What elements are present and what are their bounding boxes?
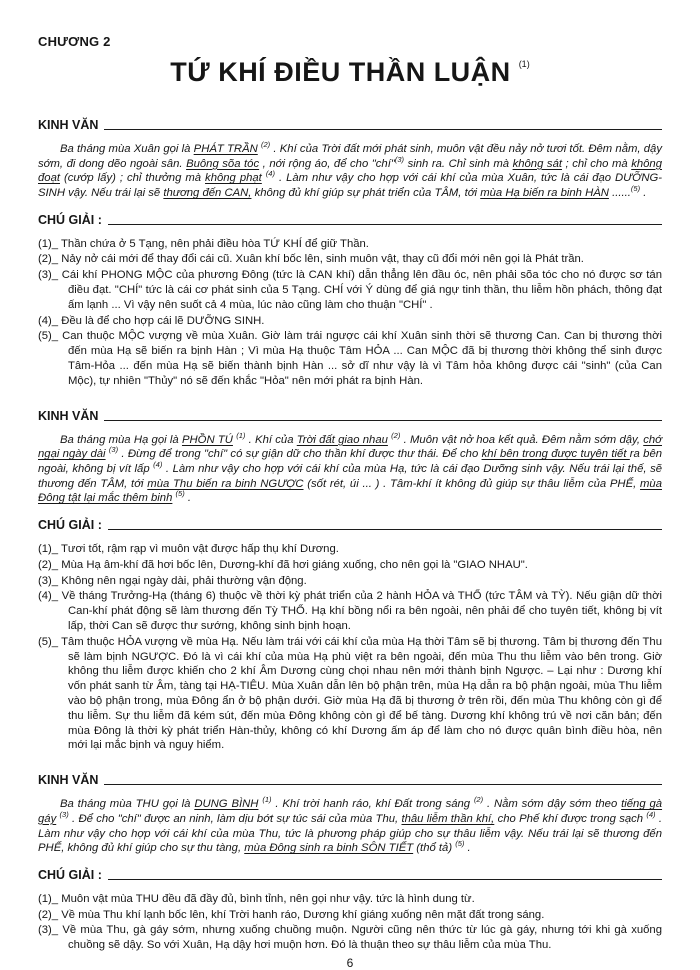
- rule-line: [104, 420, 662, 421]
- note-text: Cái khí PHONG MỘC của phương Đông (tức là CAN khí) dẫn thẳng lên đầu óc, nên phải sõa tóc cho nó được sơ tán điều đạt. "CHÍ" tức là cái cơ phát sinh của 5 Tạng. CHÍ với Ý dùng để giá ngự tinh thần, thu liễm hồn phách, thông đạt ấm lạnh ... Vì vậy nên suốt cả 4 mùa, lúc nào cũng làm cho thuận "CHÍ" .: [61, 269, 662, 311]
- footnote-marker: (2): [391, 430, 401, 440]
- text-run: . Để cho "chí" được an ninh, làm dịu bớt sự túc sái của mùa Thu,: [68, 812, 402, 825]
- note-item: [38, 574, 662, 589]
- text-run: , nới rộng áo, để cho "chí": [259, 157, 395, 170]
- underlined-phrase: mùa Đông sinh ra binh SÔN TIẾT: [244, 842, 414, 855]
- text-run: ra bên ngoài, không bị vít lấp: [38, 448, 663, 475]
- note-text: Nảy nở cái mới để thay đổi cái cũ. Xuân khí bốc lên, sinh muôn vật, thay cũ đổi mới nên gọi là Phát trần.: [61, 253, 584, 266]
- note-number: (2)_: [38, 558, 62, 571]
- footnote-marker: (4): [265, 169, 275, 179]
- text-run: ......: [608, 187, 631, 200]
- section-summer: [38, 409, 662, 754]
- note-text: Tươi tốt, rậm rạp vì muôn vật được hấp thụ khí Dương.: [61, 543, 339, 556]
- text-run: . Đừng để trong "chí" có sự giận dữ cho thần khí được thư thái. Để cho: [118, 448, 482, 461]
- note-item: [38, 635, 662, 753]
- note-item: [38, 314, 662, 329]
- footnote-marker: (2): [473, 795, 484, 805]
- note-item: [38, 237, 662, 252]
- note-number: (4)_: [38, 590, 62, 603]
- underlined-phrase: PHỒN TÚ: [181, 433, 233, 446]
- underlined-phrase: không đoạt: [38, 157, 662, 185]
- underlined-phrase: mùa Hạ biến ra binh HÀN: [480, 187, 609, 200]
- text-run: . Làm như vậy cho hợp với cái khí của mùa Thu, tức là phương pháp giúp cho sự thâu liễm vậy. Nếu trái lại sẽ thương đến PHẾ, không đủ khí giúp cho sự thu tàng,: [38, 812, 662, 855]
- rule-line: [108, 879, 662, 880]
- notes-list: [38, 237, 662, 389]
- kinh-van-label: KINH VĂN: [38, 408, 99, 423]
- kinh-van-heading: [38, 118, 662, 132]
- kinh-van-paragraph: [38, 430, 663, 506]
- text-run: .: [464, 842, 471, 855]
- underlined-phrase: PHÁT TRẦN: [193, 143, 258, 155]
- title-block: [38, 57, 662, 88]
- note-text: Về tháng Trưởng-Hạ (tháng 6) thuộc về thời kỳ phát triển của 2 hành HỎA và THỔ (tức TÂM và TỲ). Nếu giận dữ thời Can-khí phát động sẽ làm thương đến Tỳ THỔ. Hạ khí bồng nổi ra bên ngoài, nên phải để cho tuyên tiết, không bị vít lấp, thời Can sẽ được thư sướng, không sinh bịnh hoạn.: [61, 590, 662, 632]
- note-number: (1)_: [38, 892, 62, 905]
- underlined-phrase: không phạt: [205, 172, 262, 185]
- chu-giai-heading: [38, 868, 662, 882]
- page-number: 6: [346, 956, 354, 970]
- note-item: [38, 589, 662, 633]
- underlined-phrase: DUNG BÌNH: [194, 798, 259, 811]
- chu-giai-label: CHÚ GIẢI :: [38, 212, 102, 227]
- kinh-van-label: KINH VĂN: [38, 118, 99, 132]
- note-item: [38, 908, 662, 923]
- note-item: [38, 252, 662, 267]
- note-text: Thần chứa ở 5 Tạng, nên phải điều hòa TỨ KHÍ để giữ Thần.: [61, 237, 369, 250]
- underlined-phrase: không sát: [512, 157, 562, 170]
- text-run: . Khí của: [245, 433, 297, 446]
- section-autumn: [38, 773, 662, 953]
- text-run: .: [184, 492, 191, 505]
- footnote-marker: (5): [455, 839, 465, 849]
- text-run: . Khí trời hanh ráo, khí Đất trong sáng: [271, 798, 474, 811]
- note-text: Không nên ngại ngày dài, phải thường vận động.: [61, 574, 307, 587]
- footnote-marker: (1): [262, 795, 272, 805]
- text-run: .: [640, 187, 647, 200]
- kinh-van-heading: [38, 409, 662, 423]
- note-number: (5)_: [38, 330, 63, 343]
- page-title: TỨ KHÍ ĐIỀU THẦN LUẬN: [170, 57, 511, 87]
- chu-giai-heading: [38, 213, 662, 227]
- underlined-phrase: Trời đất giao nhau: [296, 433, 388, 446]
- note-text: Tâm thuộc HỎA vượng về mùa Hạ. Nếu làm trái với cái khí của mùa Hạ thời Tâm sẽ bị thương. Tâm bị thương đến Thu sẽ làm bịnh NGƯỢC. Đó là vì cái khí của mùa Hạ phù việt ra bên ngoài, đến mùa Thu thu liễm vào bên trong. Giờ không thu liễm được khiến cho 2 khí Âm Dương cùng chọi nhau nên mới thành bịnh Ngược. – Lại như : Dương khí vốn phát sanh từ Âm, tàng tại HẠ-TIÊU. Mùa Xuân dẫn lên bộ phận trên, mùa Hạ dẫn ra bộ phận ngoài, mùa Thu liễm vào bộ phận trong, mùa Đông ẩn ở bộ phận dưới. Giờ mùa Hạ đã bị thương ở trên rồi, đến mùa Thu không còn gì để thu liễm. Sự thu liễm đã kém sút, đến mùa Đông không còn gì để bế tàng. Dương khí không trú về nơi căn bản; đến mùa Đông là thời kỳ phát triển Hàn-thủy, không có khí Dương ấm áp để làm cho nó được quân bình điều hòa, nên mới lại mắc bịnh và nguy hiểm.: [61, 635, 662, 752]
- kinh-van-paragraph: [38, 142, 662, 201]
- chu-giai-label: CHÚ GIẢI :: [38, 867, 102, 882]
- note-text: Muôn vật mùa THU đều đã đầy đủ, bình tỉnh, nên gọi như vậy. tức là hình dung từ.: [61, 892, 475, 905]
- footnote-marker: (1): [236, 430, 246, 440]
- footnote-marker: (4): [646, 810, 656, 820]
- note-item: [38, 329, 662, 388]
- kinh-van-label: KINH VĂN: [38, 773, 99, 788]
- underlined-phrase: mùa Đông tật lại mắc thêm binh: [38, 477, 662, 505]
- text-run: . Khí của Trời đất mới phát sinh, muôn vật đều nảy nở tươi tốt. Đêm nằm, dậy sớm, đi dong dẽo ngoài sân.: [38, 143, 662, 170]
- text-run: Ba tháng mùa THU gọi là: [60, 798, 195, 811]
- note-number: (5)_: [38, 635, 62, 648]
- text-run: . Nằm sớm dậy sớm theo: [483, 798, 622, 811]
- text-run: ; chỉ cho mà: [562, 157, 632, 170]
- rule-line: [104, 784, 662, 785]
- note-text: Can thuộc MỘC vượng về mùa Xuân. Giờ làm trái ngược cái khí Xuân sinh thời sẽ thương Can. Can bị thương thời đến mùa Hạ sẽ biến ra bịnh Hàn ; Vì mùa Hạ thuộc Tâm HỎA ... Can MỘC đã bị thương thời không thể sinh được Tâm-Hỏa ... đến mùa Hạ sẽ biến thành bịnh Hàn ... sở dĩ như vậy là vì Tâm hỏa không được cái "sinh" (của Can Mộc), tự nhiên "Thủy" nó sẽ đến khắc "Hỏa" nên mới phát ra bịnh Hàn.: [62, 330, 663, 387]
- footnote-marker: (2): [261, 140, 271, 150]
- text-run: . Làm như vậy cho hợp với cái khí của mùa Hạ, tức là cái đạo Dưỡng sinh vậy. Nếu trái lại thế, sẽ thương đến TÂM, tới: [38, 463, 662, 490]
- text-run: sinh ra. Chỉ sinh mà: [404, 157, 513, 170]
- note-item: [38, 923, 662, 953]
- text-run: cho Phế khí được trong sạch: [494, 812, 647, 825]
- kinh-van-heading: [38, 773, 662, 787]
- text-run: Ba tháng mùa Xuân gọi là: [60, 143, 194, 155]
- chapter-label: CHƯƠNG 2: [38, 34, 111, 49]
- note-number: (1)_: [38, 543, 62, 556]
- underlined-phrase: chớ ngại ngày dài: [38, 433, 662, 461]
- text-run: (thổ tả): [413, 842, 456, 855]
- chu-giai-label: CHÚ GIẢI :: [38, 518, 102, 533]
- underlined-phrase: Buông sõa tóc: [186, 157, 260, 170]
- note-text: Về mùa Thu khí lạnh bốc lên, khí Trời hanh ráo, Dương khí giáng xuống nên mặt đất trong sáng.: [61, 908, 545, 921]
- text-run: Ba tháng mùa Hạ gọi là: [60, 433, 182, 446]
- text-run: không đủ khí giúp sự phát triển của TÂM, tới: [251, 187, 481, 200]
- note-item: [38, 558, 662, 573]
- underlined-phrase: tiếng gà gáy: [38, 798, 663, 825]
- text-run: (cướp lấy) ; chỉ thưởng mà: [60, 172, 206, 185]
- footnote-marker: (5): [175, 489, 185, 499]
- text-run: . Làm như vậy cho hợp với cái khí của mùa Xuân, tức là cái đạo DƯỠNG-SINH vậy. Nếu trái lại sẽ: [38, 172, 663, 200]
- underlined-phrase: mùa Thu biến ra binh NGƯỢC: [147, 477, 304, 490]
- note-number: (3)_: [38, 574, 62, 587]
- footnote-marker: (3): [108, 445, 119, 455]
- footnote-marker: (3): [394, 154, 405, 164]
- note-number: (2)_: [38, 908, 62, 921]
- rule-line: [108, 529, 662, 530]
- note-text: Về mùa Thu, gà gáy sớm, nhưng xuống chuồng muộn. Người cũng nên thức từ lúc gà gáy, nhưng tới khi gà xuống chuồng sẽ dậy. So với Xuân, Hạ dậy hơi muộn hơn. Đó là thuận theo sự thâu liễm của mùa Thu.: [62, 924, 662, 952]
- note-number: (4)_: [38, 314, 62, 327]
- section-spring: [38, 118, 662, 389]
- underlined-phrase: khí bên trong được tuyên tiết: [481, 448, 630, 461]
- chu-giai-heading: [38, 518, 662, 532]
- note-number: (3)_: [38, 269, 62, 282]
- note-text: Mùa Hạ âm-khí đã hơi bốc lên, Dương-khí đã hơi giáng xuống, cho nên gọi là "GIAO NHAU".: [61, 558, 528, 571]
- notes-list: [38, 892, 662, 953]
- footnote-marker: (3): [59, 810, 69, 820]
- rule-line: [104, 129, 662, 130]
- title-footnote-marker: (1): [518, 59, 530, 69]
- note-text: Đều là để cho hợp cái lẽ DƯỠNG SINH.: [61, 314, 265, 327]
- note-number: (2)_: [38, 253, 62, 266]
- kinh-van-paragraph: [38, 797, 662, 856]
- underlined-phrase: thương đến CAN,: [163, 187, 252, 200]
- text-run: . Muôn vật nở hoa kết quả. Đêm nằm sớm dậy,: [400, 433, 644, 446]
- note-number: (1)_: [38, 237, 62, 250]
- footnote-marker: (4): [153, 460, 163, 470]
- text-run: (sốt rét, úi ... ) . Tâm-khí ít không đủ giúp sự thâu liễm của PHẾ,: [303, 477, 641, 490]
- footnote-marker: (5): [630, 184, 641, 194]
- note-item: [38, 268, 662, 312]
- notes-list: [38, 542, 662, 753]
- note-item: [38, 892, 662, 907]
- rule-line: [108, 224, 662, 225]
- note-item: [38, 542, 662, 557]
- underlined-phrase: thâu liễm thần khí,: [401, 812, 495, 825]
- note-number: (3)_: [38, 924, 63, 937]
